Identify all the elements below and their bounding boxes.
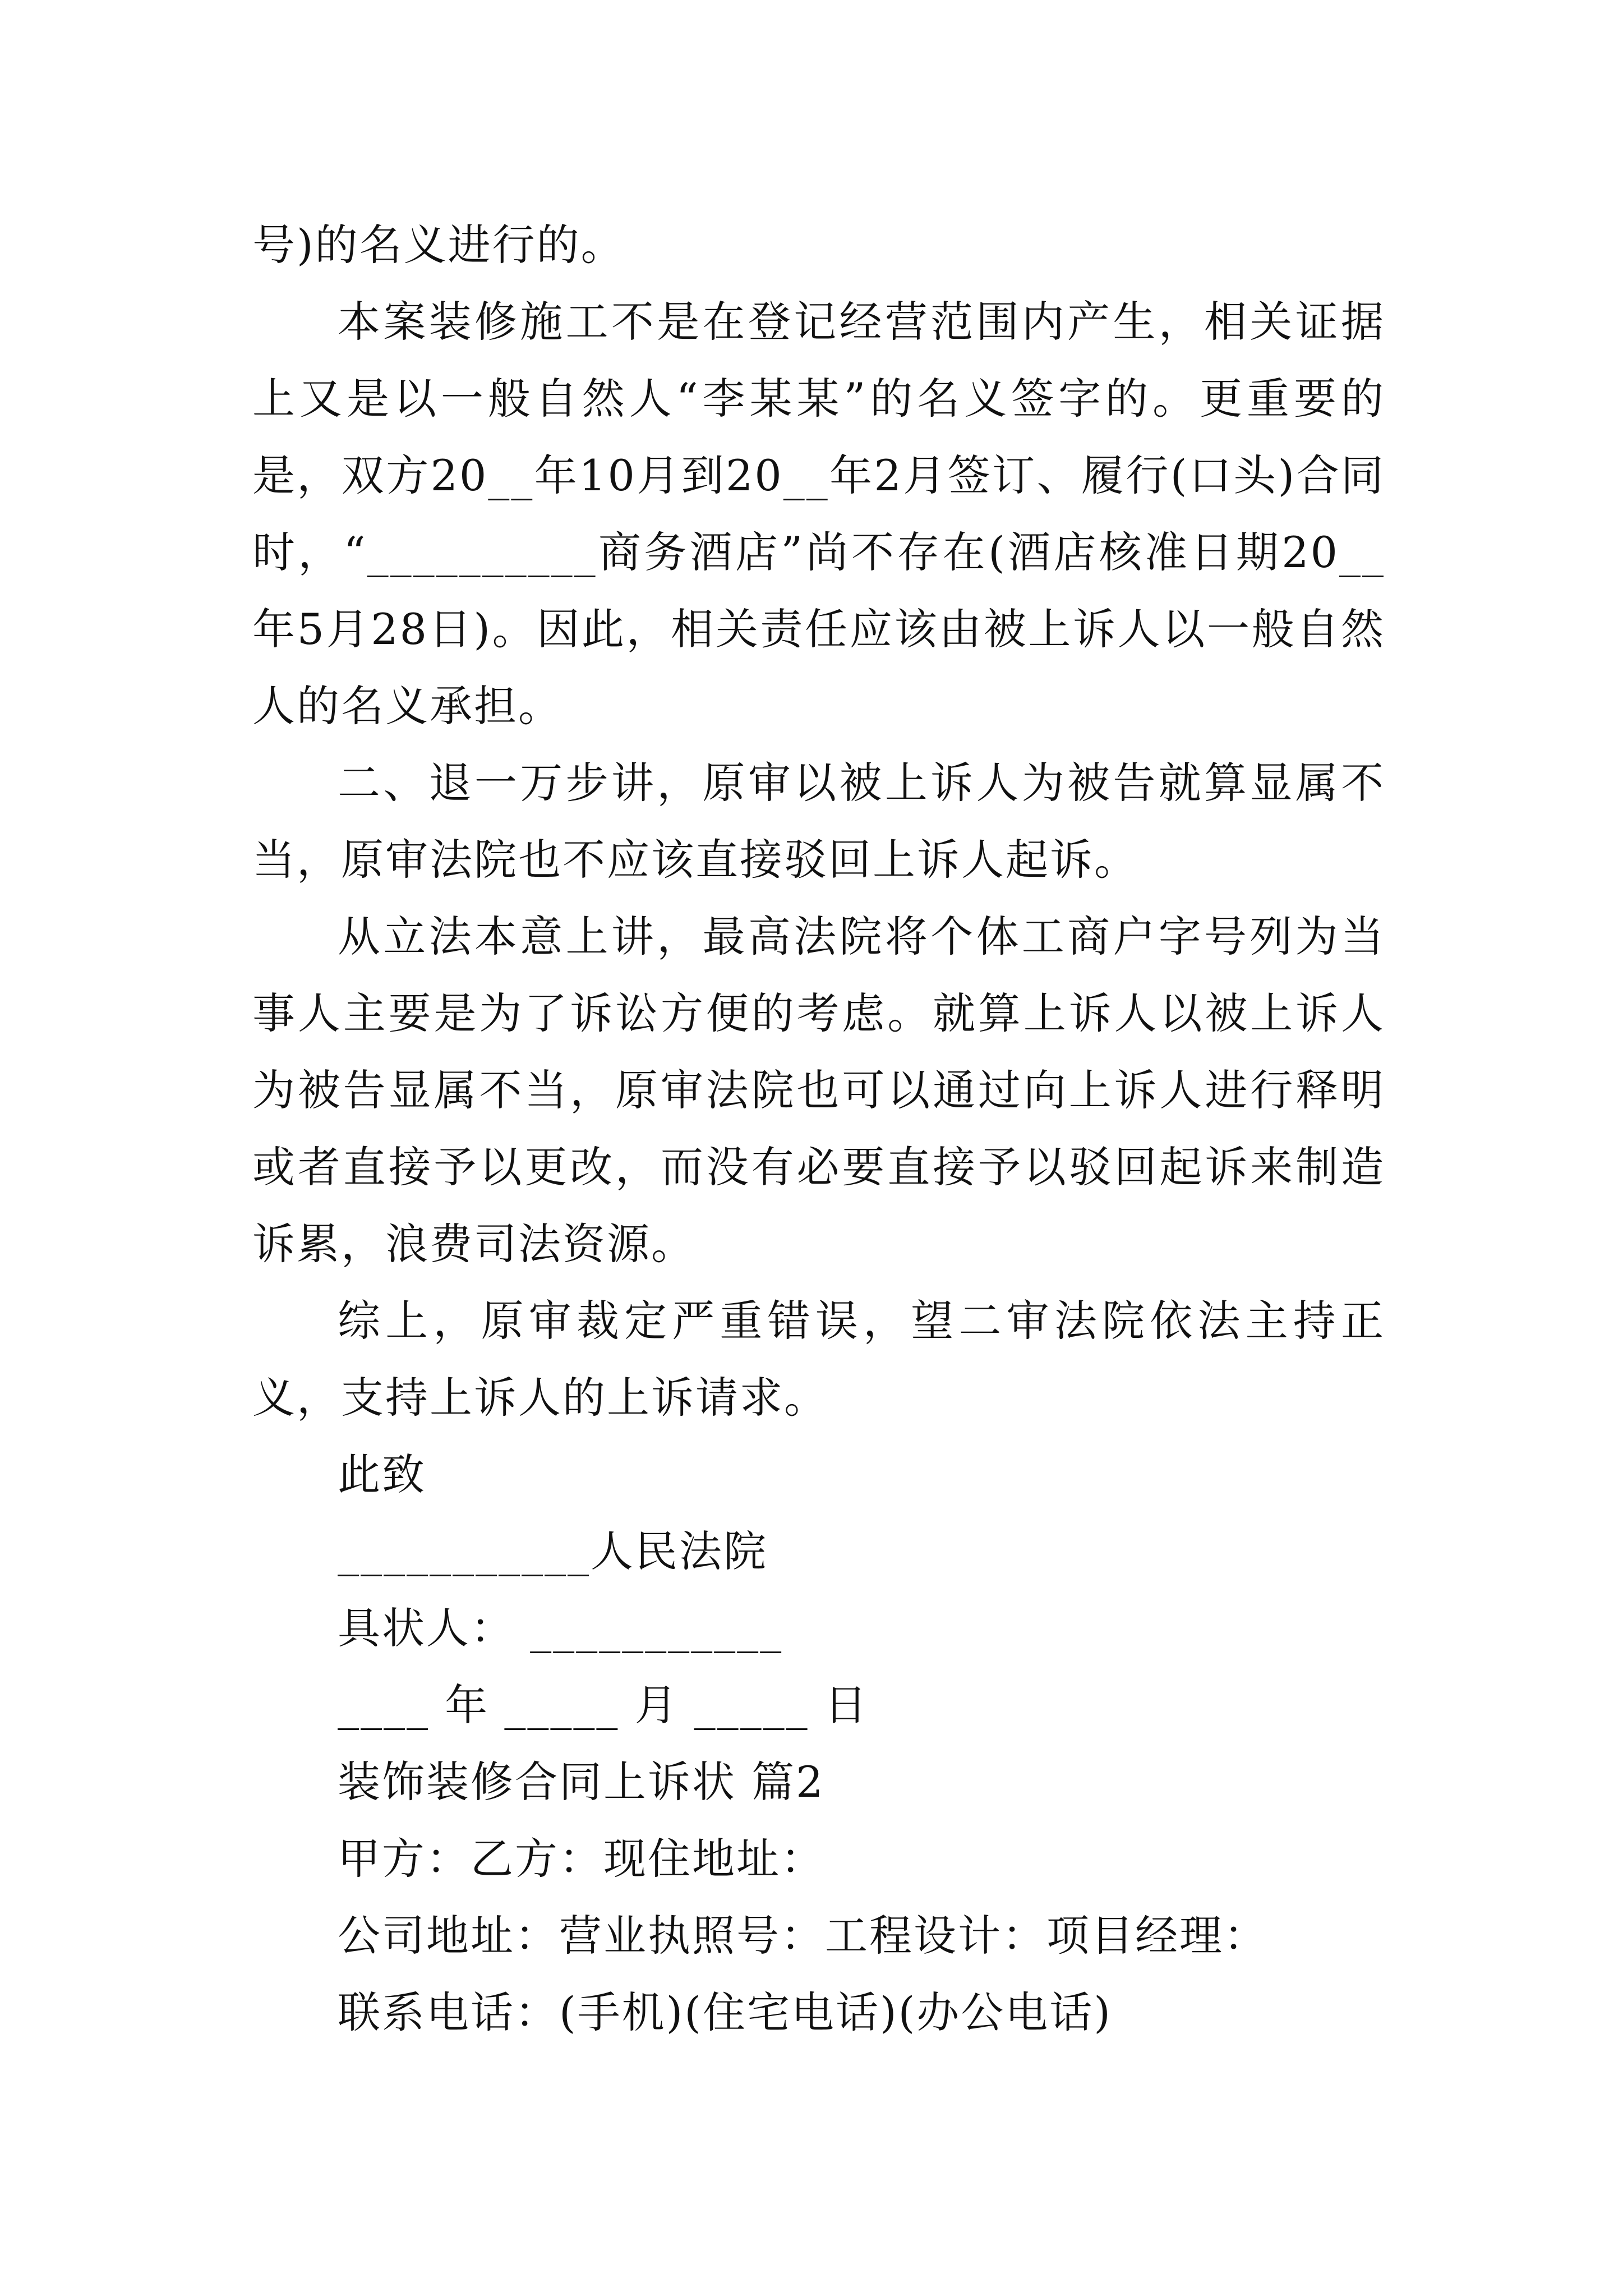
paragraph-conclusion: 综上，原审裁定严重错误，望二审法院依法主持正义，支持上诉人的上诉请求。 xyxy=(252,1296,1385,1423)
date-line: ____ 年 _____ 月 _____ 日 xyxy=(338,1680,869,1730)
parties-line: 甲方：乙方：现住地址： xyxy=(338,1834,825,1884)
court-addressee: ___________人民法院 xyxy=(338,1526,768,1576)
paragraph-point-two: 二、退一万步讲，原审以被上诉人为被告就算显属不当，原审法院也不应该直接驳回上诉人起诉。 xyxy=(252,758,1385,885)
document-body xyxy=(252,206,1385,2051)
paragraph-continuation: 号)的名义进行的。 xyxy=(252,220,625,270)
signer-line: 具状人： ___________ xyxy=(338,1603,783,1653)
contact-phone-line: 联系电话：(手机)(住宅电话)(办公电话) xyxy=(338,1987,1112,2037)
paragraph-decoration-scope: 本案装修施工不是在登记经营范围内产生，相关证据上又是以一般自然人“李某某”的名义签字的。更重要的是，双方20__年10月到20__年2月签订、履行(口头)合同时，“__________商务酒店”尚不存在(酒店核准日期20__年5月28日)。因此，相关责任应该由被上诉人以一般自然人的名义承担。 xyxy=(252,297,1385,731)
section-title: 装饰装修合同上诉状 篇2 xyxy=(338,1757,825,1807)
paragraph-legislative-intent: 从立法本意上讲，最高法院将个体工商户字号列为当事人主要是为了诉讼方便的考虑。就算上诉人以被上诉人为被告显属不当，原审法院也可以通过向上诉人进行释明或者直接予以更改，而没有必要直接予以驳回起诉来制造诉累，浪费司法资源。 xyxy=(252,912,1385,1269)
salutation: 此致 xyxy=(338,1450,426,1499)
company-info-line: 公司地址：营业执照号：工程设计：项目经理： xyxy=(338,1911,1268,1961)
